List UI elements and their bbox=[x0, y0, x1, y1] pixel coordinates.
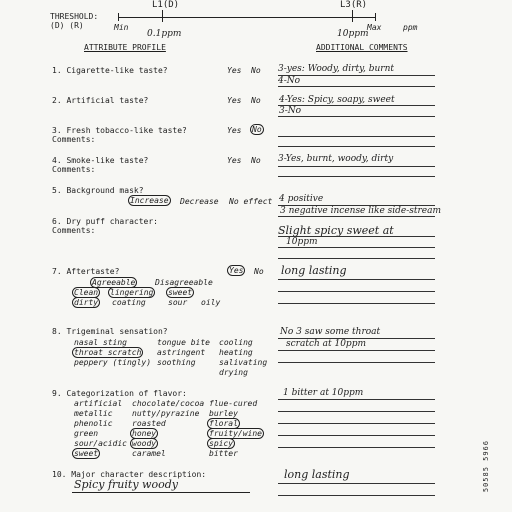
q1-no: No bbox=[251, 66, 261, 75]
q4-line-2 bbox=[278, 176, 435, 177]
q9-c2-0: chocolate/cocoa bbox=[132, 399, 205, 408]
q9-c3-2-circled: floral bbox=[209, 419, 238, 428]
q3-line-1 bbox=[278, 136, 435, 137]
q1-comment-2: 4-No bbox=[278, 76, 301, 86]
q8-c1-2: peppery (tingly) bbox=[74, 358, 152, 367]
q8-c3-1: heating bbox=[219, 348, 253, 357]
q8-c3-3: drying bbox=[219, 368, 248, 377]
q4-comment-1: 3-Yes, burnt, woody, dirty bbox=[278, 154, 394, 164]
q2-line-2 bbox=[278, 116, 435, 117]
q9-c1-1: metallic bbox=[74, 409, 113, 418]
q9-line-3 bbox=[278, 423, 435, 424]
q7-disagreeable: Disagreeable bbox=[155, 278, 213, 287]
q9-line-1 bbox=[278, 399, 435, 400]
handwritten-01ppm: 0.1ppm bbox=[147, 29, 182, 39]
q6-line-2 bbox=[278, 247, 435, 248]
q3-yes: Yes bbox=[227, 126, 242, 135]
q7-sour: sour bbox=[168, 298, 188, 307]
threshold-label: THRESHOLD: bbox=[50, 12, 99, 21]
q2-line-1 bbox=[278, 105, 435, 106]
q7-coating: coating bbox=[112, 298, 146, 307]
q7-oily: oily bbox=[201, 298, 221, 307]
q7-lingering-circled: lingering bbox=[110, 288, 154, 297]
q7-agreeable-circled: Agreeable bbox=[92, 278, 136, 287]
q9-c3-4-circled: spicy bbox=[209, 439, 234, 448]
q8-c1-1-circled: throat scratch bbox=[74, 348, 142, 357]
q5-comment-1: 4 positive bbox=[279, 194, 324, 204]
q6-label: 6. Dry puff character: bbox=[52, 217, 158, 226]
q5-comment-2: 3 negative incense like side-stream bbox=[280, 206, 442, 216]
l3-label: L3(R) bbox=[340, 0, 368, 10]
q5-line-1 bbox=[278, 205, 435, 206]
q9-c2-2: roasted bbox=[132, 419, 166, 428]
q6-comment-2: 10ppm bbox=[286, 237, 318, 247]
attribute-profile-heading: ATTRIBUTE PROFILE bbox=[84, 43, 166, 52]
q9-c3-5: bitter bbox=[209, 449, 238, 458]
q6-comments: Comments: bbox=[52, 226, 96, 235]
q2-label: 2. Artificial taste? bbox=[52, 96, 149, 105]
q9-c2-1: nutty/pyrazine bbox=[132, 409, 200, 418]
q8-line-1 bbox=[278, 338, 435, 339]
l1-label: L1(D) bbox=[152, 0, 180, 10]
q10-label: 10. Major character description: bbox=[52, 470, 207, 479]
q1-comment-1: 3-yes: Woody, dirty, burnt bbox=[278, 64, 394, 74]
q3-line-2 bbox=[278, 146, 435, 147]
q1-line-2 bbox=[278, 86, 435, 87]
q9-c1-2: phenolic bbox=[74, 419, 113, 428]
side-document-number: 50585 5966 bbox=[482, 440, 490, 493]
q10-comment-1: long lasting bbox=[284, 468, 350, 481]
q9-label: 9. Categorization of flavor: bbox=[52, 389, 187, 398]
axis-tick-l1 bbox=[162, 10, 163, 22]
q10-description-line bbox=[72, 492, 250, 493]
q9-c1-3: green bbox=[74, 429, 99, 438]
q4-label: 4. Smoke-like taste? bbox=[52, 156, 149, 165]
handwritten-10ppm: 10ppm bbox=[337, 29, 369, 39]
q7-line-2 bbox=[278, 291, 435, 292]
q4-no: No bbox=[251, 156, 261, 165]
q5-decrease: Decrease bbox=[180, 197, 219, 206]
dr-label: (D) (R) bbox=[50, 21, 84, 30]
q3-comments: Comments: bbox=[52, 135, 96, 144]
q8-label: 8. Trigeminal sensation? bbox=[52, 327, 168, 336]
q2-yes: Yes bbox=[227, 96, 242, 105]
q8-c3-2: salivating bbox=[219, 358, 268, 367]
ppm-label: ppm bbox=[403, 23, 418, 32]
q5-increase-circled: Increase bbox=[130, 196, 169, 205]
q5-no-effect: No effect bbox=[229, 197, 273, 206]
q8-line-3 bbox=[278, 362, 435, 363]
q9-comment-1: 1 bitter at 10ppm bbox=[283, 388, 364, 398]
q7-dirty-circled: dirty bbox=[74, 298, 99, 307]
q8-c2-2: soothing bbox=[157, 358, 196, 367]
q2-no: No bbox=[251, 96, 261, 105]
q3-label: 3. Fresh tobacco-like taste? bbox=[52, 126, 187, 135]
q9-c1-5-circled: sweet bbox=[74, 449, 99, 458]
q9-c3-3-circled: fruity/wine bbox=[209, 429, 262, 438]
max-label: Max bbox=[367, 23, 382, 32]
q5-label: 5. Background mask? bbox=[52, 186, 144, 195]
min-label: Min bbox=[114, 23, 129, 32]
q4-comments: Comments: bbox=[52, 165, 96, 174]
q9-line-4 bbox=[278, 435, 435, 436]
q9-line-5 bbox=[278, 447, 435, 448]
q8-line-2 bbox=[278, 350, 435, 351]
q10-handwritten-description: Spicy fruity woody bbox=[74, 478, 178, 491]
q6-comment-1: Slight spicy sweet at bbox=[278, 224, 394, 237]
q4-line-1 bbox=[278, 166, 435, 167]
axis-tick-max bbox=[375, 13, 376, 21]
q8-c2-1: astringent bbox=[157, 348, 206, 357]
q9-c2-4-circled: woody bbox=[132, 439, 157, 448]
q9-c3-1: burley bbox=[209, 409, 238, 418]
q8-c1-0: nasal sting bbox=[74, 338, 127, 347]
q8-c2-0: tongue bite bbox=[157, 338, 210, 347]
q9-c1-4: sour/acidic bbox=[74, 439, 127, 448]
q1-line-1 bbox=[278, 75, 435, 76]
q9-line-2 bbox=[278, 411, 435, 412]
q7-sweet-circled: sweet bbox=[168, 288, 193, 297]
q9-c2-5: caramel bbox=[132, 449, 166, 458]
q10-line-1 bbox=[278, 483, 435, 484]
q6-line-3 bbox=[278, 258, 435, 259]
q8-comment-1: No 3 saw some throat bbox=[280, 327, 381, 337]
q7-label: 7. Aftertaste? bbox=[52, 267, 120, 276]
q1-yes: Yes bbox=[227, 66, 242, 75]
q9-c3-0: flue-cured bbox=[209, 399, 258, 408]
q9-c2-3-circled: honey bbox=[132, 429, 157, 438]
q7-line-1 bbox=[278, 279, 435, 280]
q10-line-2 bbox=[278, 495, 435, 496]
q7-clean-circled: Clean bbox=[74, 288, 99, 297]
q1-label: 1. Cigarette-like taste? bbox=[52, 66, 168, 75]
q3-no-circled: No bbox=[252, 125, 262, 134]
q7-comment-1: long lasting bbox=[281, 264, 347, 277]
q7-no: No bbox=[254, 267, 264, 276]
axis-tick-l3 bbox=[352, 10, 353, 22]
q8-c3-0: cooling bbox=[219, 338, 253, 347]
q8-comment-2: scratch at 10ppm bbox=[286, 339, 366, 349]
q2-comment-2: 3-No bbox=[279, 106, 302, 116]
q9-c1-0: artificial bbox=[74, 399, 123, 408]
q5-line-2 bbox=[278, 216, 435, 217]
threshold-axis bbox=[118, 17, 376, 18]
q6-line-1 bbox=[278, 236, 435, 237]
q7-line-3 bbox=[278, 303, 435, 304]
q2-comment-1: 4-Yes: Spicy, soapy, sweet bbox=[279, 95, 395, 105]
q7-yes-circled: Yes bbox=[229, 266, 244, 275]
axis-tick-min bbox=[118, 13, 119, 21]
q4-yes: Yes bbox=[227, 156, 242, 165]
additional-comments-heading: ADDITIONAL COMMENTS bbox=[316, 43, 408, 52]
